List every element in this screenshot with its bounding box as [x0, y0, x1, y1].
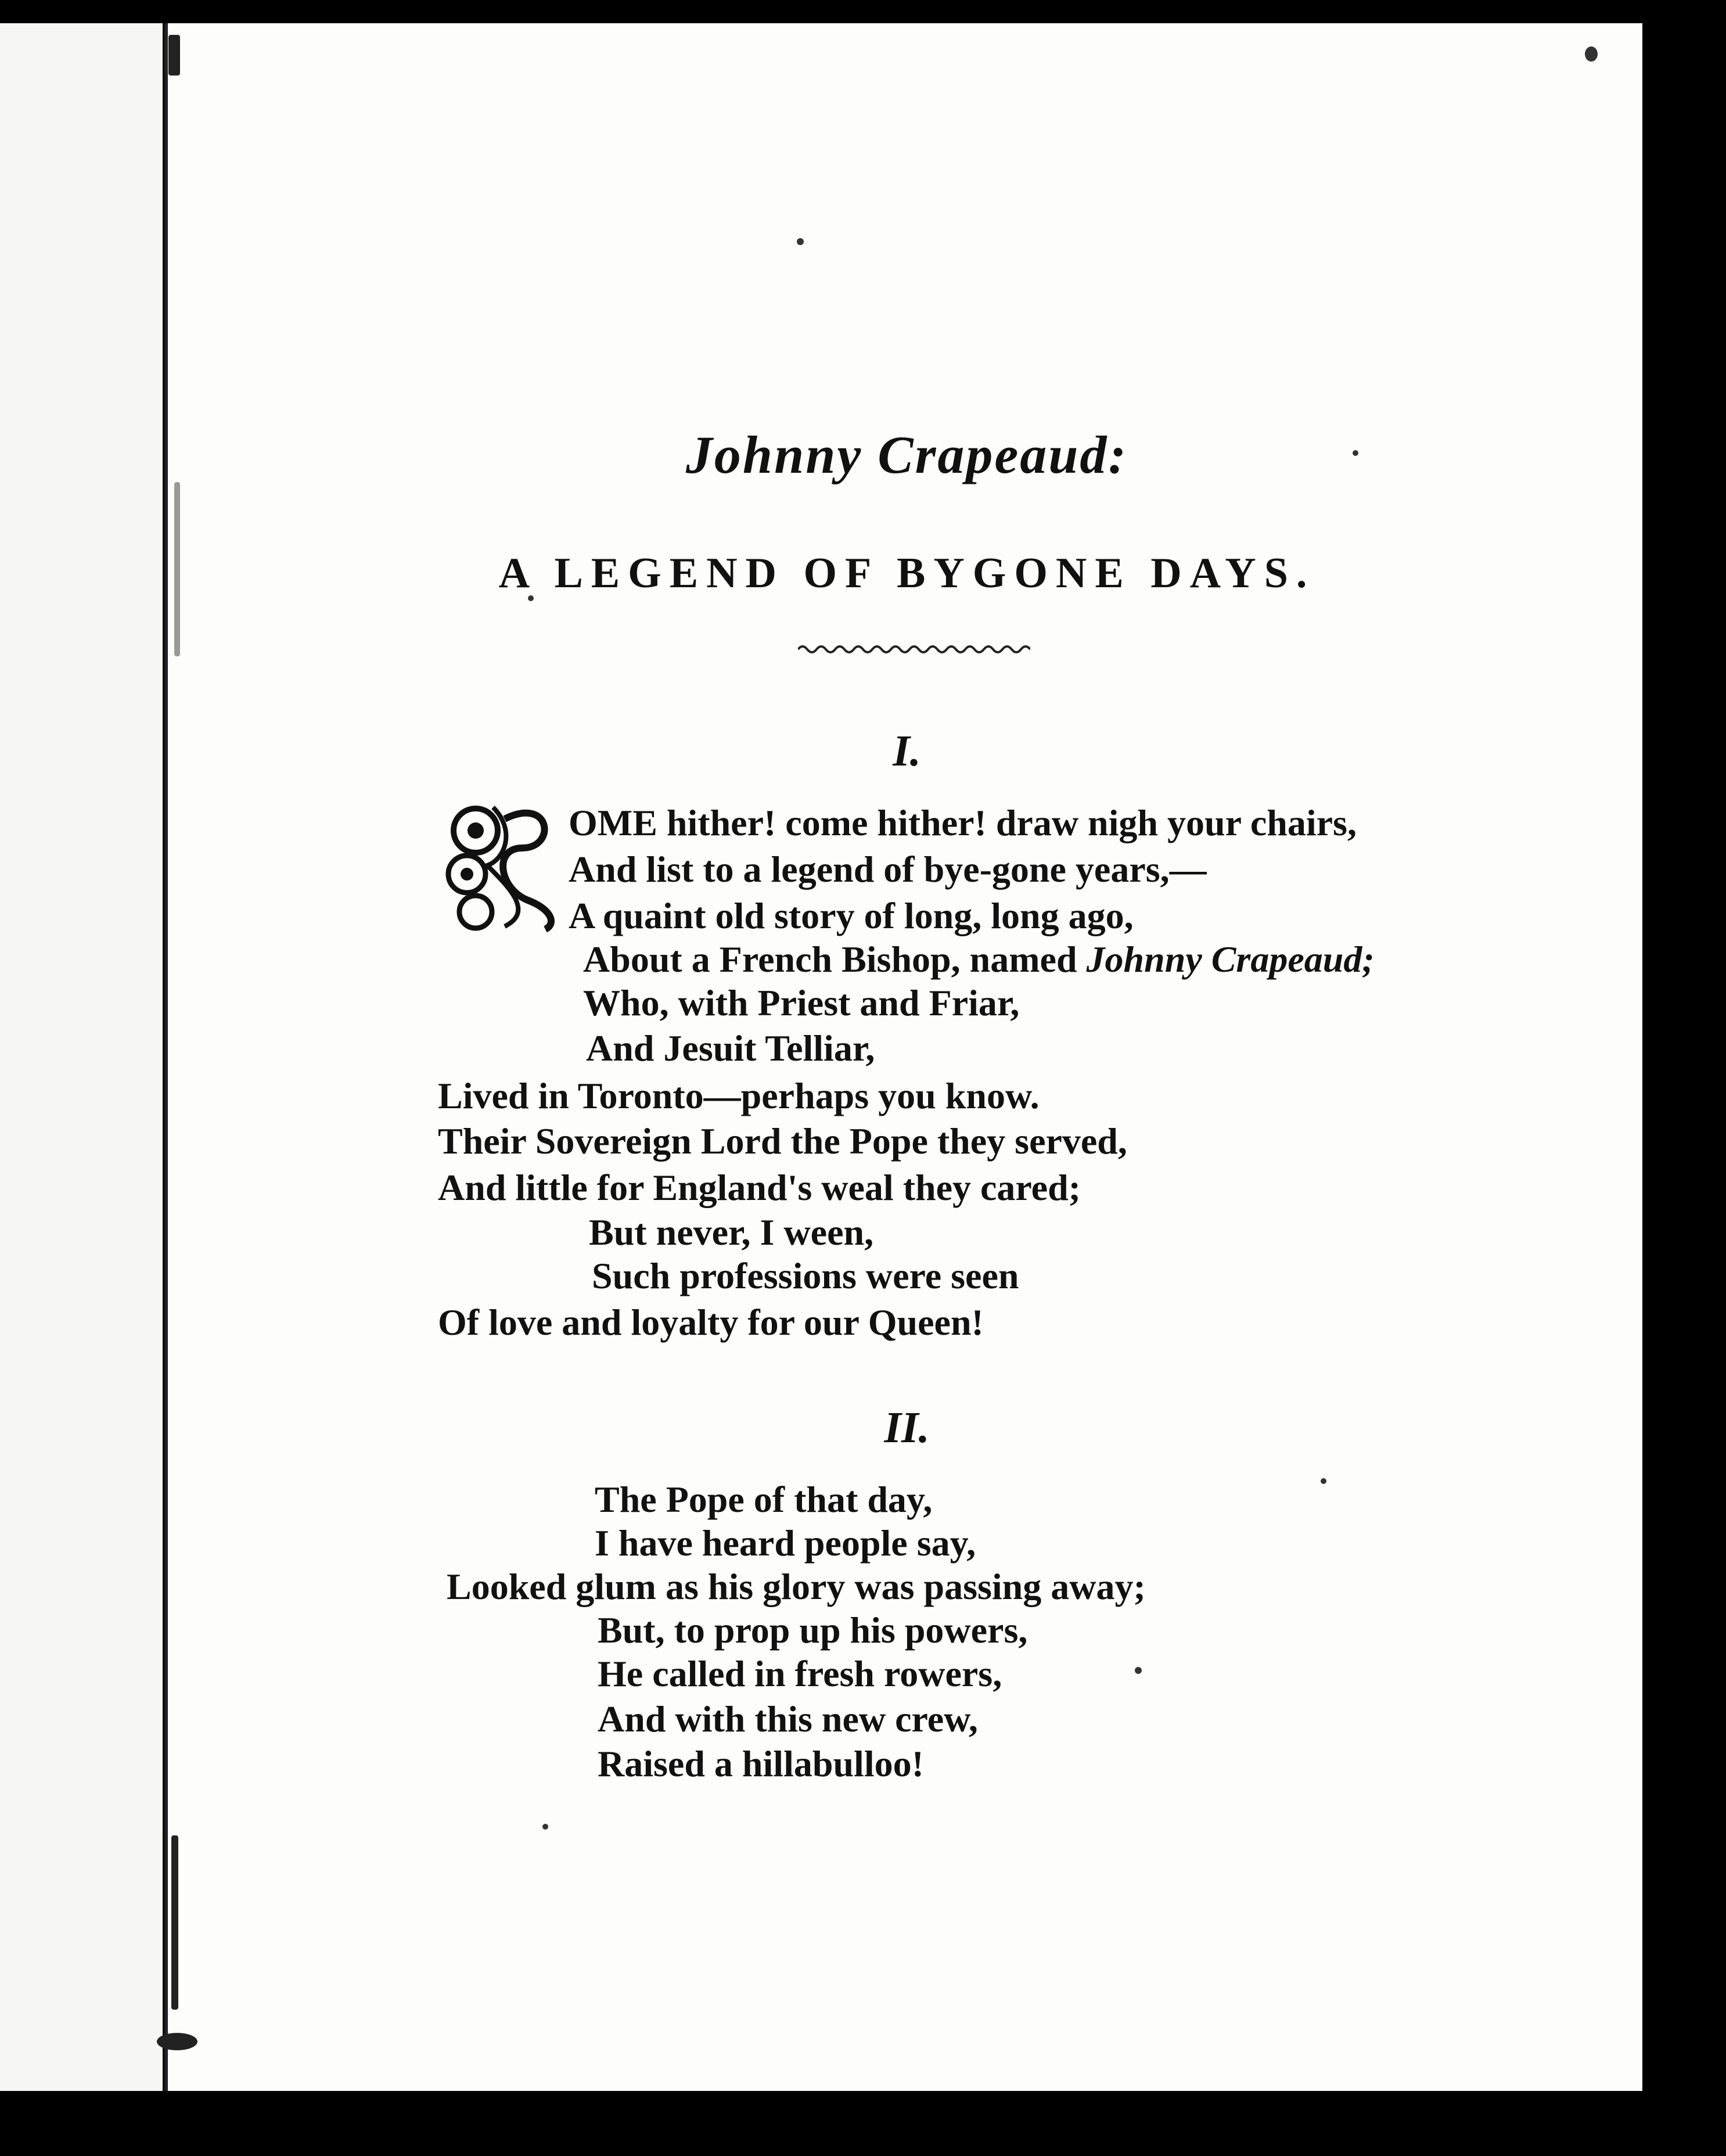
- ink-speck: [797, 238, 804, 245]
- bishop-name: Johnny Crapeaud;: [1086, 939, 1375, 980]
- facing-page-edge: [0, 23, 163, 2091]
- stanza-numeral: I.: [893, 727, 921, 775]
- verse-line: The Pope of that day,: [595, 1479, 933, 1520]
- verse-line: And Jesuit Telliar,: [586, 1027, 875, 1069]
- verse-line: Their Sovereign Lord the Pope they served,: [438, 1120, 1127, 1162]
- page-title: Johnny Crapeaud:: [685, 425, 1128, 484]
- verse-line: And list to a legend of bye-gone years,—: [569, 849, 1207, 890]
- binding-mark: [171, 1835, 178, 2010]
- wavy-rule: [798, 642, 1030, 657]
- verse-line: Lived in Toronto—perhaps you know.: [438, 1075, 1040, 1116]
- verse-line: And with this new crew,: [598, 1698, 978, 1740]
- verse-line: OME hither! come hither! draw nigh your chairs,: [569, 802, 1357, 843]
- verse-text: About a French Bishop, named: [583, 939, 1087, 980]
- verse-line: A quaint old story of long, long ago,: [569, 895, 1134, 936]
- verse-line: Of love and loyalty for our Queen!: [438, 1302, 984, 1343]
- binding-mark: [174, 482, 180, 656]
- binding-mark: [168, 35, 180, 76]
- page-subtitle: A LEGEND OF BYGONE DAYS.: [498, 549, 1315, 597]
- stanza-numeral: II.: [884, 1403, 930, 1452]
- verse-line: Who, with Priest and Friar,: [583, 982, 1020, 1023]
- verse-line: But never, I ween,: [589, 1212, 874, 1253]
- ink-speck: [1585, 46, 1598, 62]
- ink-speck: [1321, 1478, 1326, 1484]
- verse-line: Raised a hillabulloo!: [598, 1743, 924, 1784]
- verse-line: [583, 941, 1375, 978]
- book-page: [164, 23, 1642, 2091]
- verse-line: Such professions were seen: [592, 1255, 1019, 1296]
- verse-line: I have heard people say,: [595, 1522, 976, 1564]
- binding-mark: [157, 2033, 197, 2050]
- verse-line: And little for England's weal they cared;: [438, 1167, 1081, 1208]
- ink-speck: [1135, 1667, 1142, 1674]
- verse-line: But, to prop up his powers,: [598, 1609, 1028, 1651]
- verse-line: Looked glum as his glory was passing away;: [447, 1566, 1146, 1607]
- verse-line: He called in fresh rowers,: [598, 1653, 1002, 1694]
- ink-speck: [542, 1824, 548, 1830]
